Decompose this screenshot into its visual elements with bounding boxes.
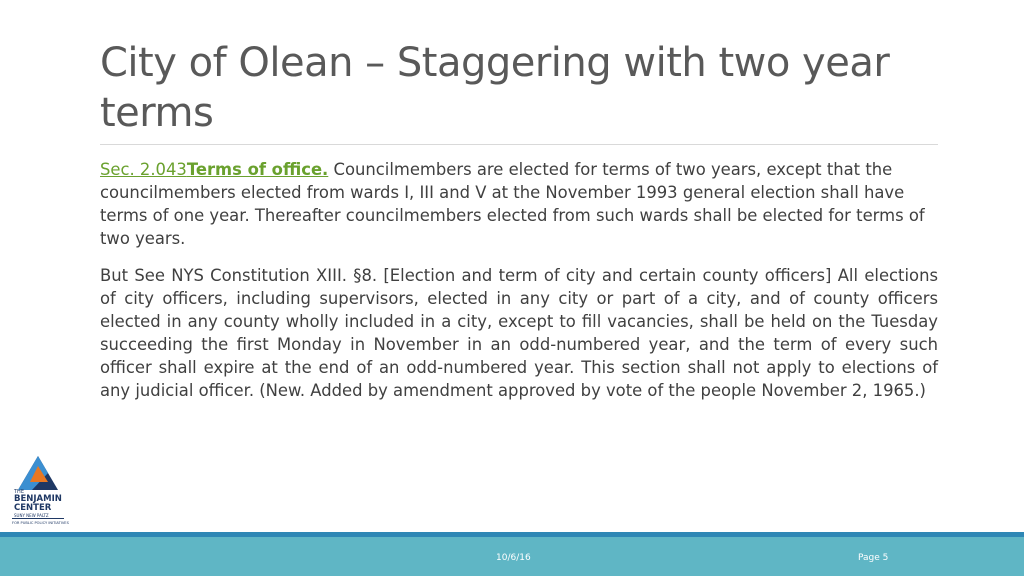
footer-page-number: Page 5 xyxy=(858,553,889,563)
logo-subtitle: SUNY NEW PALTZ xyxy=(14,513,49,518)
title-divider xyxy=(100,144,938,145)
logo-the: THE xyxy=(14,489,24,495)
section-link[interactable] xyxy=(100,160,328,179)
constitution-paragraph: But See NYS Constitution XIII. §8. [Election and term of city and certain county officers] All elections of city officers, including supervisors, elected in any city or part of a city, and of county officers elected in any county wholly included in a city, except to fill vacancies, shall be held on the Tuesday succeeding the first Monday in November in an odd-numbered year, and the term of every such officer shall expire at the end of an odd-numbered year. This section shall not apply to elections of any judicial officer. (New. Added by amendment approved by vote of the people November 2, 1965.) xyxy=(100,266,938,400)
slide-title: City of Olean – Staggering with two year terms xyxy=(100,40,890,136)
logo-divider xyxy=(12,518,64,519)
section-paragraph xyxy=(100,158,938,250)
logo-tagline: FOR PUBLIC POLICY INITIATIVES xyxy=(12,521,69,525)
section-number: Sec. 2.043 xyxy=(100,160,187,179)
logo-center: CENTER xyxy=(14,503,52,513)
logo-mountain-icon xyxy=(18,456,58,490)
logo-benjamin: BENJAMIN xyxy=(14,494,62,504)
section-text: Councilmembers are elected for terms of two years, except that the councilmembers elected from wards I, III and V at the November 1993 general election shall have terms of one year. Thereafter councilmembers elected from such wards shall be elected for terms of two years. xyxy=(100,160,925,248)
footer-date: 10/6/16 xyxy=(496,553,531,563)
section-heading: Terms of office. xyxy=(186,160,329,179)
benjamin-center-logo xyxy=(10,456,70,528)
slide-body xyxy=(100,158,938,416)
